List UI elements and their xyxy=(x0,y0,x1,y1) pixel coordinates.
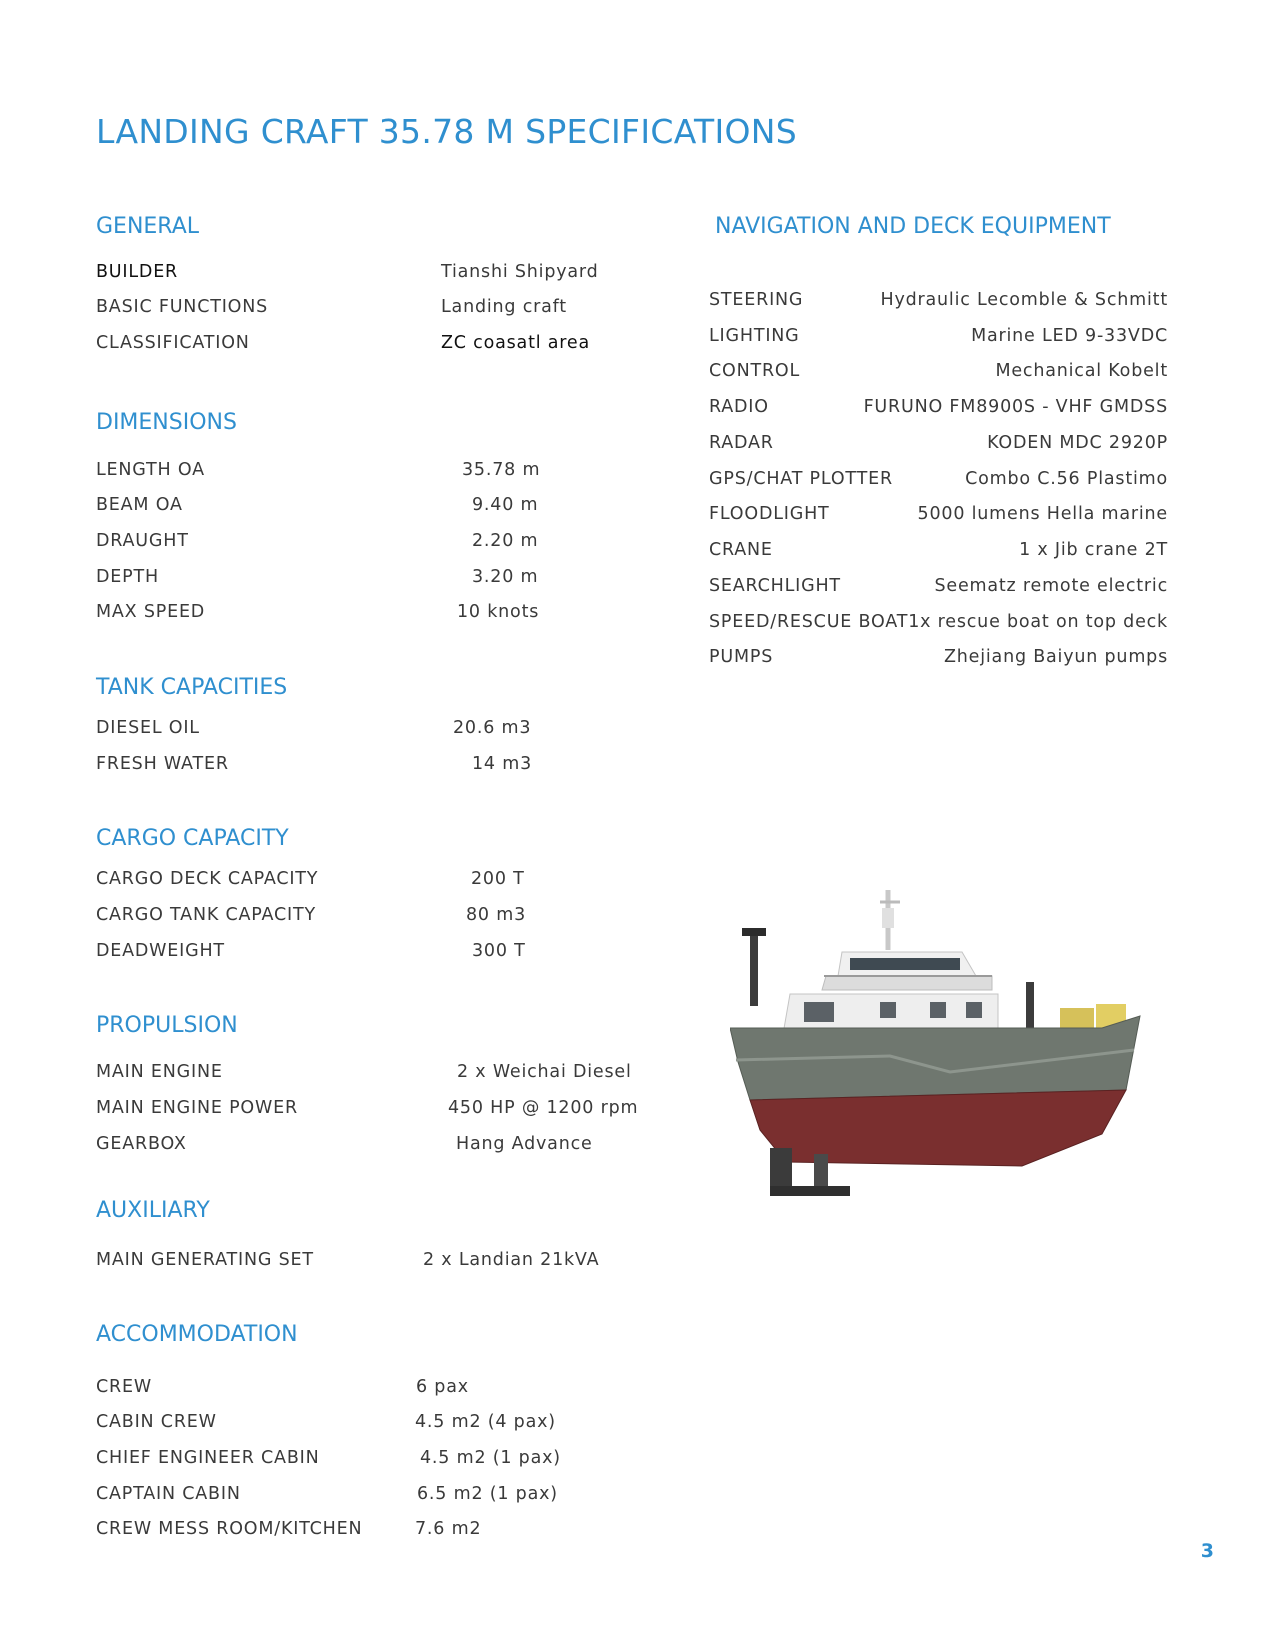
spec-value: Tianshi Shipyard xyxy=(441,262,599,282)
spec-label: DIESEL OIL xyxy=(96,718,200,738)
spec-value: 4.5 m2 (4 pax) xyxy=(415,1412,556,1432)
dimensions-heading: DIMENSIONS xyxy=(96,410,237,435)
nav-row-radio xyxy=(0,397,1275,425)
spec-label: CLASSIFICATION xyxy=(96,333,250,353)
spec-value: 450 HP @ 1200 rpm xyxy=(448,1098,639,1118)
spec-label: DEADWEIGHT xyxy=(96,941,225,961)
landing-craft-image xyxy=(730,890,1160,1210)
spec-value: 10 knots xyxy=(457,602,540,622)
spec-label: RADIO xyxy=(709,397,769,417)
nav-row-lighting xyxy=(0,326,1275,354)
spec-label: CREW xyxy=(96,1377,152,1397)
spec-label: CAPTAIN CABIN xyxy=(96,1484,241,1504)
general-heading: GENERAL xyxy=(96,214,200,239)
spec-value: 5000 lumens Hella marine xyxy=(917,504,1168,524)
accommodation-row-chief-engineer xyxy=(0,1448,1275,1476)
spec-value: 2 x Landian 21kVA xyxy=(423,1250,600,1270)
accommodation-row-cabin-crew xyxy=(0,1412,1275,1440)
spec-value: Hydraulic Lecomble & Schmitt xyxy=(880,290,1168,310)
spec-label: LENGTH OA xyxy=(96,460,205,480)
spec-label: CARGO DECK CAPACITY xyxy=(96,869,319,889)
spec-value: 80 m3 xyxy=(466,905,527,925)
tank-heading: TANK CAPACITIES xyxy=(96,675,288,700)
accommodation-row-mess-room xyxy=(0,1519,1275,1547)
spec-label: SPEED/RESCUE BOAT xyxy=(709,612,909,632)
spec-value: 3.20 m xyxy=(472,567,539,587)
spec-value: 2.20 m xyxy=(472,531,539,551)
nav-row-rescue-boat xyxy=(0,612,1275,640)
spec-value: Mechanical Kobelt xyxy=(995,361,1168,381)
spec-value: 1 x Jib crane 2T xyxy=(1019,540,1168,560)
navigation-heading: NAVIGATION AND DECK EQUIPMENT xyxy=(715,214,1111,239)
spec-value: KODEN MDC 2920P xyxy=(987,433,1168,453)
spec-label: MAIN ENGINE xyxy=(96,1062,223,1082)
spec-label: FRESH WATER xyxy=(96,754,229,774)
general-row-builder xyxy=(0,262,1275,290)
spec-label: FLOODLIGHT xyxy=(709,504,830,524)
spec-value: 6.5 m2 (1 pax) xyxy=(417,1484,558,1504)
cargo-heading: CARGO CAPACITY xyxy=(96,826,289,851)
spec-label: CREW MESS ROOM/KITCHEN xyxy=(96,1519,363,1539)
spec-label: CHIEF ENGINEER CABIN xyxy=(96,1448,320,1468)
spec-value: 300 T xyxy=(472,941,526,961)
accommodation-heading: ACCOMMODATION xyxy=(96,1322,298,1347)
spec-label: CARGO TANK CAPACITY xyxy=(96,905,316,925)
spec-label: GEARBOX xyxy=(96,1134,187,1154)
nav-row-crane xyxy=(0,540,1275,568)
spec-label: BEAM OA xyxy=(96,495,183,515)
page-title: LANDING CRAFT 35.78 M SPECIFICATIONS xyxy=(96,112,798,151)
spec-label: CONTROL xyxy=(709,361,801,381)
spec-label: CABIN CREW xyxy=(96,1412,217,1432)
spec-label: MAX SPEED xyxy=(96,602,206,622)
nav-row-pumps xyxy=(0,647,1275,675)
nav-row-steering xyxy=(0,290,1275,318)
spec-value: Zhejiang Baiyun pumps xyxy=(943,647,1168,667)
tank-row-diesel xyxy=(0,718,1275,746)
spec-value: ZC coasatl area xyxy=(441,333,590,353)
spec-label: RADAR xyxy=(709,433,774,453)
spec-label: MAIN GENERATING SET xyxy=(96,1250,314,1270)
spec-value: 9.40 m xyxy=(472,495,539,515)
spec-label: SEARCHLIGHT xyxy=(709,576,841,596)
spec-label: CRANE xyxy=(709,540,773,560)
nav-row-searchlight xyxy=(0,576,1275,604)
tank-row-fresh-water xyxy=(0,754,1275,782)
nav-row-control xyxy=(0,361,1275,389)
spec-value: 200 T xyxy=(471,869,525,889)
spec-label: DEPTH xyxy=(96,567,159,587)
nav-row-gps xyxy=(0,469,1275,497)
auxiliary-heading: AUXILIARY xyxy=(96,1198,210,1223)
spec-label: BASIC FUNCTIONS xyxy=(96,297,269,317)
spec-value: Marine LED 9-33VDC xyxy=(971,326,1168,346)
nav-row-floodlight xyxy=(0,504,1275,532)
spec-value: Seematz remote electric xyxy=(934,576,1168,596)
spec-value: Landing craft xyxy=(441,297,567,317)
spec-value: Combo C.56 Plastimo xyxy=(965,469,1168,489)
page-number: 3 xyxy=(1200,1540,1214,1562)
spec-label: STEERING xyxy=(709,290,804,310)
spec-value: Hang Advance xyxy=(456,1134,593,1154)
nav-row-radar xyxy=(0,433,1275,461)
spec-value: 1x rescue boat on top deck xyxy=(908,612,1168,632)
spec-value: 6 pax xyxy=(416,1377,469,1397)
spec-label: PUMPS xyxy=(709,647,774,667)
accommodation-row-crew xyxy=(0,1377,1275,1405)
spec-value: 7.6 m2 xyxy=(415,1519,482,1539)
spec-value: 2 x Weichai Diesel xyxy=(457,1062,632,1082)
auxiliary-row-generating-set xyxy=(0,1250,1275,1278)
spec-label: BUILDER xyxy=(96,262,179,282)
spec-label: DRAUGHT xyxy=(96,531,189,551)
propulsion-heading: PROPULSION xyxy=(96,1013,238,1038)
spec-label: MAIN ENGINE POWER xyxy=(96,1098,298,1118)
spec-label: LIGHTING xyxy=(709,326,800,346)
accommodation-row-captain xyxy=(0,1484,1275,1512)
spec-value: 20.6 m3 xyxy=(453,718,532,738)
spec-value: 35.78 m xyxy=(462,460,541,480)
spec-value: FURUNO FM8900S - VHF GMDSS xyxy=(863,397,1168,417)
spec-label: GPS/CHAT PLOTTER xyxy=(709,469,893,489)
spec-value: 4.5 m2 (1 pax) xyxy=(420,1448,561,1468)
spec-value: 14 m3 xyxy=(472,754,533,774)
